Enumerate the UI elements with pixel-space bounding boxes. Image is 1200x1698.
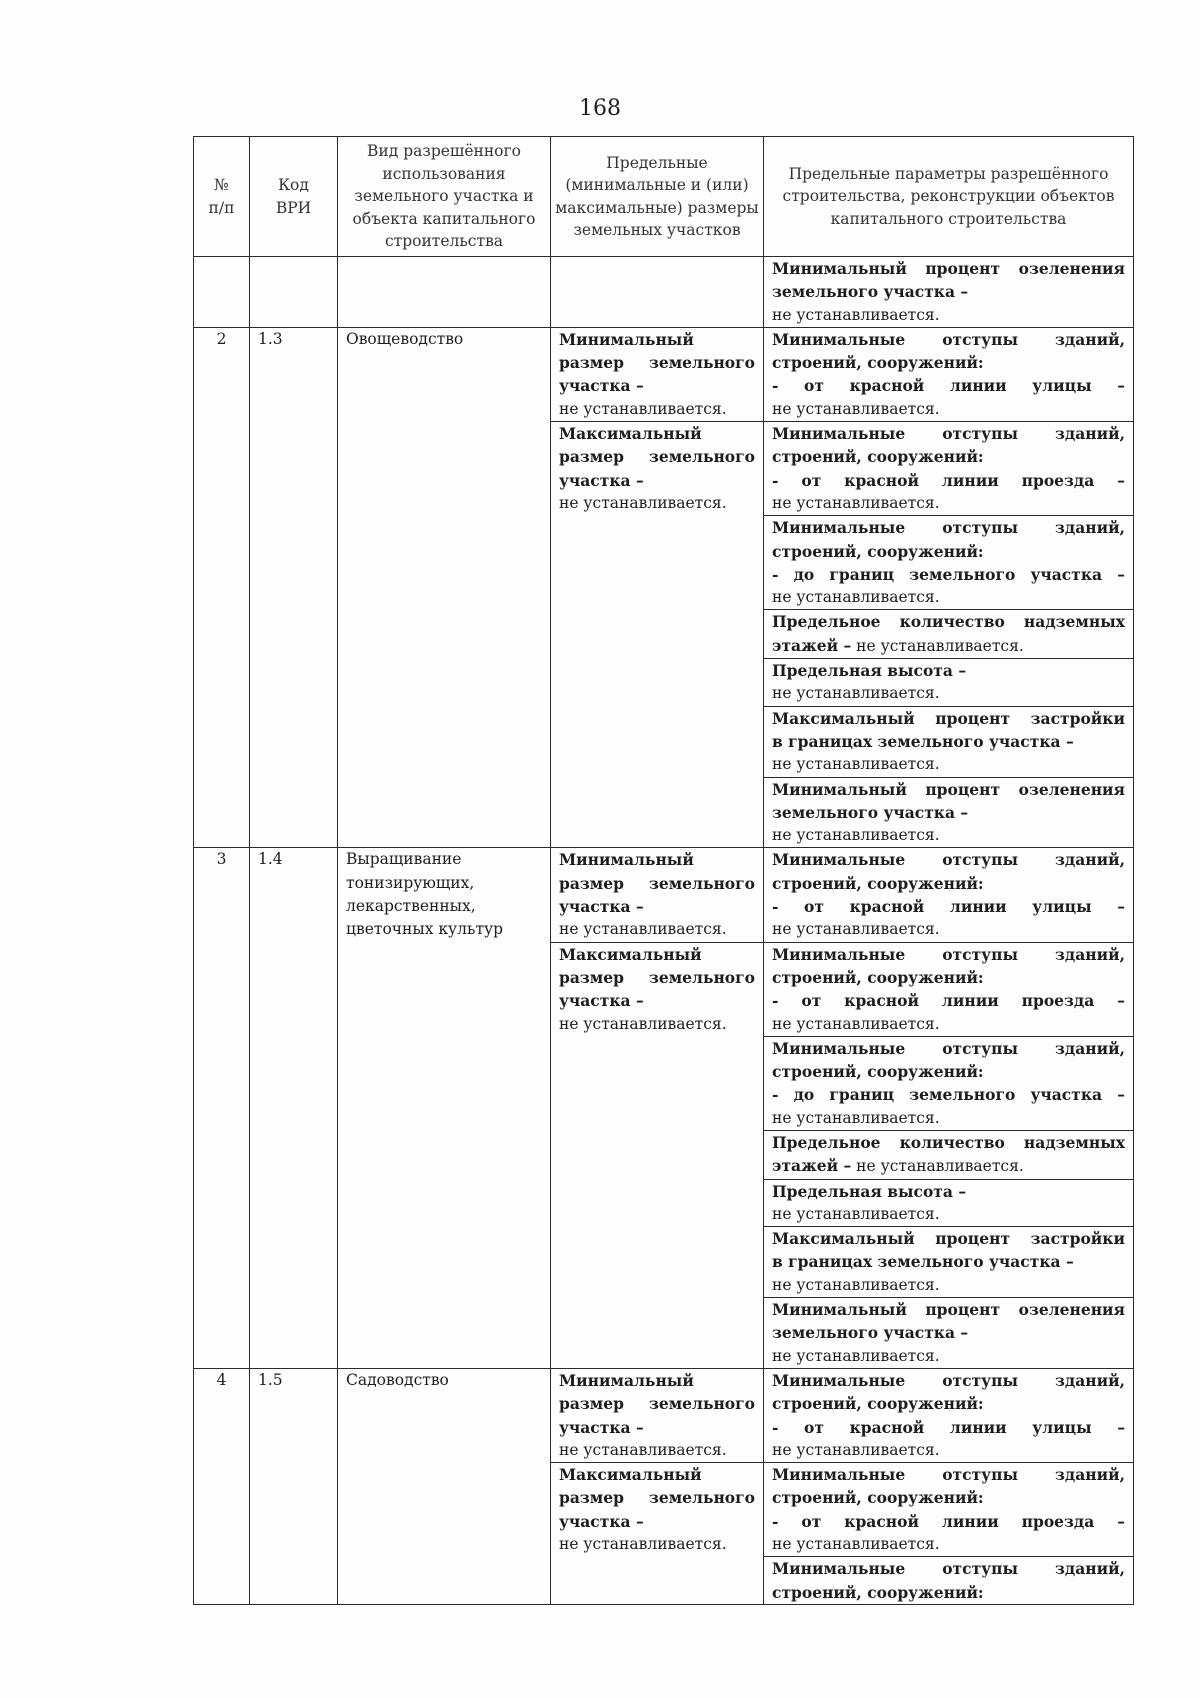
- param-value: не устанавливается.: [772, 305, 940, 324]
- vri-code: [250, 257, 338, 328]
- size-word: размер: [559, 1488, 624, 1508]
- parameter-cell: [764, 327, 1134, 421]
- param-title: Минимальные отступы зданий,: [772, 1559, 1125, 1579]
- plot-size-title: Минимальный: [559, 1370, 694, 1390]
- param-value: не устанавливается.: [772, 826, 940, 845]
- parameter-cell: [764, 942, 1134, 1036]
- parameter-cell: [764, 848, 1134, 942]
- param-value: не устанавливается.: [772, 684, 940, 703]
- parameter-cell: [764, 1298, 1134, 1369]
- param-title: Минимальные отступы зданий,: [772, 424, 1125, 444]
- plot-size-block: [551, 421, 763, 515]
- use-type-line: лекарственных,: [346, 897, 476, 916]
- row-number: [194, 257, 250, 328]
- parameter-cell: [764, 1130, 1134, 1179]
- plot-size-line: участка –: [559, 991, 644, 1011]
- param-line: - от красной линии улицы –: [772, 897, 1125, 917]
- param-line: [772, 1154, 1125, 1178]
- param-value: не устанавливается.: [772, 1535, 940, 1554]
- size-word: земельного: [648, 1394, 755, 1414]
- param-line: строений, сооружений:: [772, 967, 984, 987]
- param-value: не устанавливается.: [772, 755, 940, 774]
- size-word: земельного: [648, 353, 755, 373]
- size-word: земельного: [648, 1488, 755, 1508]
- use-type-line: цветочных культур: [346, 920, 504, 939]
- param-line: [772, 634, 1125, 658]
- param-line: земельного участка –: [772, 1323, 969, 1343]
- parameter-cell: [764, 422, 1134, 516]
- table-row: [194, 327, 1134, 421]
- vri-code: 1.4: [250, 848, 338, 1369]
- table-row: [194, 257, 1134, 328]
- param-title: Минимальные отступы зданий,: [772, 329, 1125, 349]
- param-line: строений, сооружений:: [772, 447, 984, 467]
- param-value: не устанавливается.: [772, 1440, 940, 1459]
- plot-size-cell: [551, 848, 764, 1369]
- plot-size-line: [559, 966, 755, 989]
- plot-size-title: Минимальный: [559, 850, 694, 870]
- param-title: Максимальный процент застройки: [772, 1229, 1125, 1249]
- plot-size-cell: [551, 327, 764, 848]
- header-num: № п/п: [194, 137, 250, 257]
- param-line: - до границ земельного участка –: [772, 1085, 1125, 1105]
- param-title: Минимальные отступы зданий,: [772, 944, 1125, 964]
- plot-size-line: участка –: [559, 1417, 644, 1437]
- param-line: в границах земельного участка –: [772, 731, 1074, 751]
- plot-size-block: [559, 1369, 755, 1462]
- param-value: не устанавливается.: [851, 636, 1024, 655]
- size-word: размер: [559, 447, 624, 467]
- row-number: 2: [194, 327, 250, 848]
- param-title: Предельное количество надземных: [772, 612, 1125, 632]
- param-title: Минимальные отступы зданий,: [772, 850, 1125, 870]
- vri-code: 1.3: [250, 327, 338, 848]
- size-word: земельного: [648, 447, 755, 467]
- param-title: Минимальные отступы зданий,: [772, 1465, 1125, 1485]
- param-title: Минимальный процент озеленения: [772, 1300, 1125, 1320]
- size-word: земельного: [648, 873, 755, 893]
- header-use-type: Вид разрешённого использования земельного участка и объекта капитального строительства: [338, 137, 551, 257]
- header-params: Предельные параметры разрешённого строительства, реконструкции объектов капитального строительства: [764, 137, 1134, 257]
- param-line: - от красной линии проезда –: [772, 470, 1125, 490]
- plot-size-title: Минимальный: [559, 329, 694, 349]
- plot-size-cell: [551, 257, 764, 328]
- plot-size-cell: [551, 1368, 764, 1604]
- param-line: земельного участка –: [772, 802, 969, 822]
- row-number: 4: [194, 1368, 250, 1604]
- plot-size-line: участка –: [559, 470, 644, 490]
- param-title: Предельная высота –: [772, 1181, 967, 1201]
- parameter-cell: [764, 1463, 1134, 1557]
- use-type-name: [338, 257, 551, 328]
- table-row: [194, 1368, 1134, 1462]
- plot-size-line: [559, 872, 755, 895]
- use-type-line: тонизирующих,: [346, 873, 475, 892]
- parameter-cell: [764, 777, 1134, 848]
- plot-size-line: участка –: [559, 897, 644, 917]
- param-line: - до границ земельного участка –: [772, 564, 1125, 584]
- table-row: [194, 848, 1134, 942]
- param-value: не устанавливается.: [772, 920, 940, 939]
- regulations-table: [193, 136, 1134, 1605]
- plot-size-line: участка –: [559, 376, 644, 396]
- parameter-cell: [764, 516, 1134, 610]
- param-value: не устанавливается.: [772, 399, 940, 418]
- plot-size-block: [559, 328, 755, 421]
- param-line: - от красной линии улицы –: [772, 1417, 1125, 1437]
- plot-size-value: не устанавливается.: [559, 920, 727, 939]
- param-value: не устанавливается.: [772, 1108, 940, 1127]
- use-type-line: Овощеводство: [346, 329, 464, 348]
- use-type-name: [338, 1368, 551, 1604]
- param-line: строений, сооружений:: [772, 1062, 984, 1082]
- size-word: размер: [559, 967, 624, 987]
- use-type-name: [338, 327, 551, 848]
- param-line: строений, сооружений:: [772, 1394, 984, 1414]
- param-title: Минимальные отступы зданий,: [772, 518, 1125, 538]
- table-header-row: [194, 137, 1134, 257]
- param-title: Максимальный процент застройки: [772, 708, 1125, 728]
- param-label: этажей –: [772, 1156, 852, 1176]
- parameter-cell: [764, 610, 1134, 659]
- parameter-cell: [764, 257, 1134, 328]
- size-word: размер: [559, 873, 624, 893]
- parameter-cell: [764, 1179, 1134, 1227]
- parameter-cell: [764, 1557, 1134, 1605]
- header-sizes: Предельные (минимальные и (или) максимальные) размеры земельных участков: [551, 137, 764, 257]
- header-code: Код ВРИ: [250, 137, 338, 257]
- use-type-name: [338, 848, 551, 1369]
- size-word: размер: [559, 1394, 624, 1414]
- param-title: Минимальные отступы зданий,: [772, 1038, 1125, 1058]
- parameter-cell: [764, 659, 1134, 707]
- param-line: строений, сооружений:: [772, 353, 984, 373]
- plot-size-block: [551, 1462, 763, 1556]
- plot-size-title: Максимальный: [559, 1465, 702, 1485]
- vri-code: 1.5: [250, 1368, 338, 1604]
- plot-size-value: не устанавливается.: [559, 1440, 727, 1459]
- plot-size-line: участка –: [559, 1511, 644, 1531]
- param-line: - от красной линии проезда –: [772, 991, 1125, 1011]
- plot-size-line: [559, 445, 755, 468]
- param-line: земельного участка –: [772, 282, 969, 302]
- page-number: 168: [579, 96, 621, 121]
- plot-size-title: Максимальный: [559, 424, 702, 444]
- plot-size-line: [559, 1392, 755, 1415]
- param-title: Минимальные отступы зданий,: [772, 1370, 1125, 1390]
- parameter-cell: [764, 1227, 1134, 1298]
- plot-size-value: не устанавливается.: [559, 1535, 727, 1554]
- param-value: не устанавливается.: [772, 588, 940, 607]
- parameter-cell: [764, 706, 1134, 777]
- use-type-line: Садоводство: [346, 1370, 449, 1389]
- plot-size-title: Максимальный: [559, 944, 702, 964]
- param-title: Предельная высота –: [772, 661, 967, 681]
- size-word: размер: [559, 353, 624, 373]
- table-body: [194, 257, 1134, 1605]
- param-value: не устанавливается.: [772, 1204, 940, 1223]
- row-number: 3: [194, 848, 250, 1369]
- param-value: не устанавливается.: [772, 1014, 940, 1033]
- param-line: строений, сооружений:: [772, 1582, 984, 1602]
- param-value: не устанавливается.: [772, 1275, 940, 1294]
- param-line: строений, сооружений:: [772, 873, 984, 893]
- param-line: строений, сооружений:: [772, 541, 984, 561]
- param-line: Минимальный процент озеленения: [772, 259, 1125, 278]
- parameter-cell: [764, 1368, 1134, 1462]
- param-line: - от красной линии проезда –: [772, 1511, 1125, 1531]
- size-word: земельного: [648, 967, 755, 987]
- param-line: в границах земельного участка –: [772, 1252, 1074, 1272]
- param-value: не устанавливается.: [772, 1346, 940, 1365]
- param-title: Предельное количество надземных: [772, 1132, 1125, 1152]
- param-label: этажей –: [772, 635, 852, 655]
- param-line: строений, сооружений:: [772, 1488, 984, 1508]
- plot-size-block: [551, 942, 763, 1036]
- param-title: Минимальный процент озеленения: [772, 779, 1125, 799]
- param-line: - от красной линии улицы –: [772, 376, 1125, 396]
- plot-size-line: [559, 1486, 755, 1509]
- plot-size-value: не устанавливается.: [559, 1014, 727, 1033]
- plot-size-value: не устанавливается.: [559, 399, 727, 418]
- parameter-cell: [764, 1036, 1134, 1130]
- param-value: не устанавливается.: [772, 493, 940, 512]
- plot-size-line: [559, 351, 755, 374]
- plot-size-value: не устанавливается.: [559, 493, 727, 512]
- plot-size-block: [559, 848, 755, 941]
- use-type-line: Выращивание: [346, 850, 462, 869]
- param-value: не устанавливается.: [851, 1157, 1024, 1176]
